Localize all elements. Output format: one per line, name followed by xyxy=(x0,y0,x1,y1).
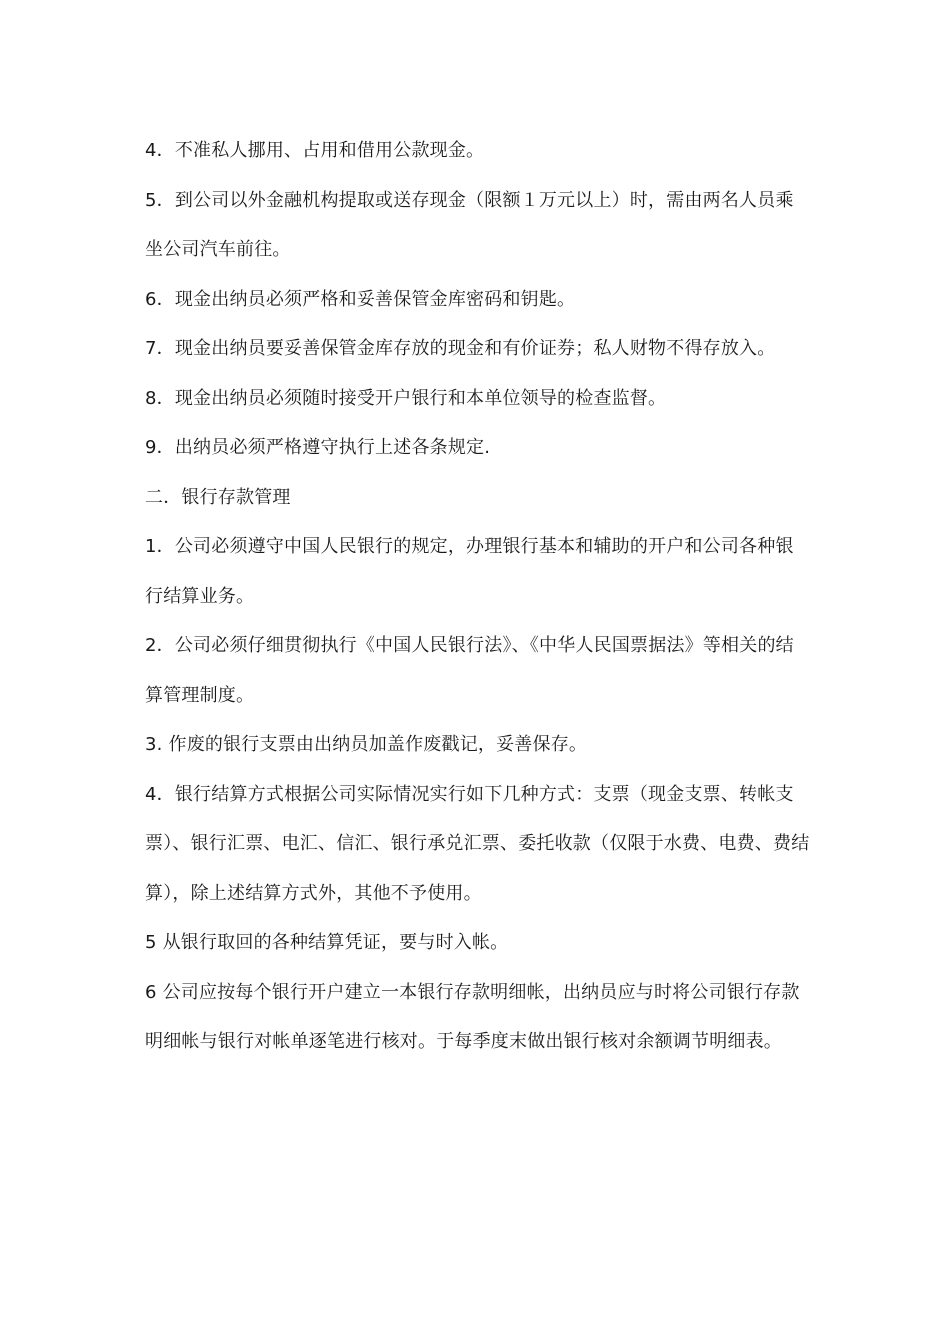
bank-rule-5: 5 从银行取回的各种结算凭证，要与时入帐。 xyxy=(145,932,509,953)
rule-9-compliance: 9．出纳员必须严格遵守执行上述各条规定. xyxy=(145,437,491,458)
rule-7-vault-storage: 7．现金出纳员要妥善保管金库存放的现金和有价证券；私人财物不得存放入。 xyxy=(145,338,776,359)
bank-rule-2: 2．公司必须仔细贯彻执行《中国人民银行法》、《中华人民国票据法》等相关的结算管理制度。 xyxy=(145,635,794,706)
bank-rule-1: 1．公司必须遵守中国人民银行的规定，办理银行基本和辅助的开户和公司各种银行结算业务。 xyxy=(145,536,794,607)
rule-8-supervision: 8．现金出纳员必须随时接受开户银行和本单位领导的检查监督。 xyxy=(145,387,667,409)
bank-rule-3: 3. 作废的银行支票由出纳员加盖作废戳记，妥善保存。 xyxy=(145,734,588,755)
rule-4-no-misappropriation: 4．不准私人挪用、占用和借用公款现金。 xyxy=(145,140,485,161)
bank-rule-6: 6 公司应按每个银行开户建立一本银行存款明细帐，出纳员应与时将公司银行存款明细帐与银行对帐单逐笔进行核对。于每季度末做出银行核对余额调节明细表。 xyxy=(145,981,800,1052)
bank-rule-4: 4．银行结算方式根据公司实际情况实行如下几种方式：支票（现金支票、转帐支票）、银行汇票、电汇、信汇、银行承兑汇票、委托收款（仅限于水费、电费、费结算），除上述结算方式外，其他不予使用。 xyxy=(145,783,810,904)
rule-5-cash-transport: 5．到公司以外金融机构提取或送存现金（限额１万元以上）时，需由两名人员乘坐公司汽车前往。 xyxy=(145,189,794,260)
document-body xyxy=(145,126,810,1067)
section-heading-bank-deposits: 二．银行存款管理 xyxy=(145,486,291,508)
rule-6-vault-keys: 6．现金出纳员必须严格和妥善保管金库密码和钥匙。 xyxy=(145,288,576,310)
